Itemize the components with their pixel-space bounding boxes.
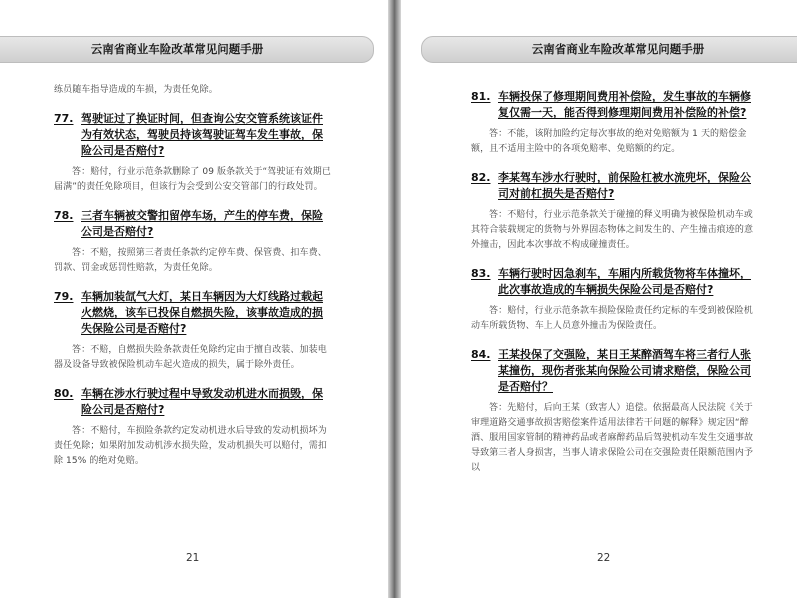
answer-80: 答：不赔付，车损险条款约定发动机进水后导致的发动机损坏为责任免除；如果附加发动机涉水损失险，发动机损失可以赔付，需扣除 15% 的绝对免赔。	[54, 426, 328, 466]
left-page	[0, 0, 388, 598]
question-text: 王某投保了交强险，某日王某醉酒驾车将三者行人张某撞伤，现伤者张某向保险公司请求赔偿，保险公司是否赔付？	[498, 348, 751, 393]
answer-82: 答：不赔付，行业示范条款关于碰撞的释义明确为被保险机动车或其符合装载规定的货物与外界固态物体之间发生的、产生撞击痕迹的意外撞击，因此本次事故不构成碰撞责任。	[471, 210, 754, 250]
answer-78: 答：不赔，按照第三者责任条款约定停车费、保管费、扣车费、罚款、罚金或惩罚性赔款，为责任免除。	[54, 248, 327, 273]
question-number: 79.	[54, 290, 74, 303]
question-number: 78.	[54, 209, 74, 222]
lead-paragraph: 练员随车指导造成的车损，为责任免除。	[54, 85, 218, 95]
question-text: 车辆在涉水行驶过程中导致发动机进水而损毁，保险公司是否赔付?	[81, 387, 323, 416]
question-number: 82.	[471, 171, 491, 184]
question-number: 80.	[54, 387, 74, 400]
left-page-header: 云南省商业车险改革常见问题手册	[0, 36, 374, 63]
right-page	[401, 0, 797, 598]
question-text: 李某驾车涉水行驶时，前保险杠被水流兜坏，保险公司对前杠损失是否赔付?	[498, 171, 751, 200]
question-77	[54, 111, 333, 159]
answer-84: 答：先赔付，后向王某（致害人）追偿。依据最高人民法院《关于审理道路交通事故损害赔偿案件适用法律若干问题的解释》规定因“醉酒、服用国家管制的精神药品或者麻醉药品后驾驶机动车发生交通事故导致第三者人身损害，当事人请求保险公司在交强险责任限额范围内予以	[471, 403, 754, 473]
answer-81: 答：不能，该附加险约定每次事故的绝对免赔额为 1 天的赔偿金额，且不适用主险中的各项免赔率、免赔额的约定。	[471, 129, 747, 154]
question-81	[471, 89, 758, 121]
question-text: 驾驶证过了换证时间，但查询公安交管系统该证件为有效状态，驾驶员持该驾驶证驾车发生事故，保险公司是否赔付?	[81, 112, 323, 157]
question-text: 车辆加装氙气大灯，某日车辆因为大灯线路过载起火燃烧，该车已投保自燃损失险，该事故造成的损失保险公司是否赔付?	[81, 290, 323, 335]
question-number: 84.	[471, 348, 491, 361]
question-83	[471, 266, 758, 298]
page-number-right: 22	[597, 552, 611, 564]
question-78	[54, 208, 333, 240]
page-number-left: 21	[186, 552, 200, 564]
question-number: 81.	[471, 90, 491, 103]
question-79	[54, 289, 333, 337]
right-page-content	[471, 83, 758, 476]
answer-77: 答：赔付，行业示范条款删除了 09 版条款关于“驾驶证有效期已届满”的责任免除项目，但该行为会受到公安交管部门的行政处罚。	[54, 167, 331, 192]
left-page-content	[54, 83, 333, 469]
question-text: 车辆投保了修理期间费用补偿险，发生事故的车辆修复仅需一天，能否得到修理期间费用补偿险的补偿?	[498, 90, 751, 119]
question-84	[471, 347, 758, 395]
answer-79: 答：不赔，自燃损失险条款责任免除约定由于擅自改装、加装电器及设备导致被保险机动车起火造成的损失，属于除外责任。	[54, 345, 327, 370]
question-text: 车辆行驶时因急刹车，车厢内所载货物将车体撞坏，此次事故造成的车辆损失保险公司是否赔付?	[498, 267, 751, 296]
question-text: 三者车辆被交警扣留停车场，产生的停车费，保险公司是否赔付?	[81, 209, 323, 238]
question-number: 83.	[471, 267, 491, 280]
question-82	[471, 170, 758, 202]
question-80	[54, 386, 333, 418]
right-page-header: 云南省商业车险改革常见问题手册	[421, 36, 797, 63]
question-number: 77.	[54, 112, 74, 125]
book-spine	[388, 0, 401, 598]
answer-83: 答：赔付，行业示范条款车损险保险责任约定标的车受到被保险机动车所载货物、车上人员意外撞击为保险责任。	[471, 306, 753, 331]
